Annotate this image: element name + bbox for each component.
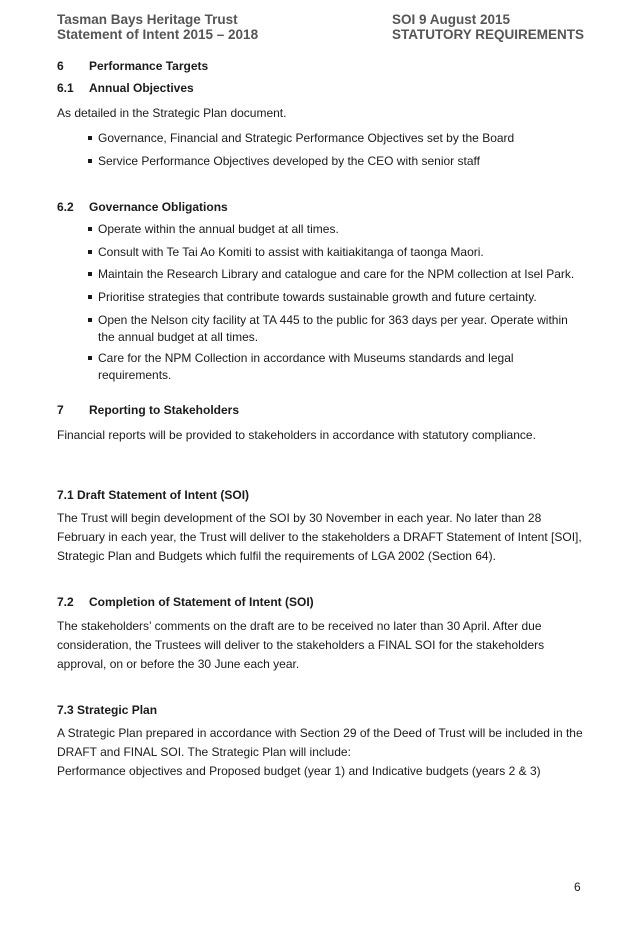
section-7-2-text: The stakeholders’ comments on the draft are to be received no later than 30 April. After due consideration, the Trustees will deliver to the stakeholders a FINAL SOI for the stakeholders approval, on or before the 30 June each year. [57, 619, 545, 671]
bullet-icon [88, 227, 92, 231]
document-date: SOI 9 August 2015 [392, 12, 511, 27]
section-number: 6.1 [57, 81, 74, 95]
section-7-text: Financial reports will be provided to stakeholders in accordance with statutory compliance. [57, 428, 536, 442]
bullet-icon [88, 159, 92, 163]
page-number: 6 [574, 880, 581, 894]
section-title: Performance Targets [89, 59, 209, 73]
list-item: Governance, Financial and Strategic Performance Objectives set by the Board [88, 130, 588, 147]
list-item: Operate within the annual budget at all times. [88, 221, 588, 238]
list-item: Consult with Te Tai Ao Komiti to assist with kaitiakitanga of taonga Maori. [88, 244, 588, 261]
list-item: Maintain the Research Library and catalogue and care for the NPM collection at Isel Park. [88, 266, 588, 283]
section-name: STATUTORY REQUIREMENTS [392, 27, 585, 42]
section-number: 6 [57, 59, 64, 73]
section-number: 6.2 [57, 200, 74, 214]
list-item: Open the Nelson city facility at TA 445 to the public for 363 days per year. Operate within the annual budget at all times. [88, 312, 578, 346]
list-item: Care for the NPM Collection in accordance with Museums standards and legal requirements. [88, 350, 588, 384]
bullet-icon [88, 318, 92, 322]
section-7-1-heading: 7.1 Draft Statement of Intent (SOI) [57, 488, 250, 502]
section-title: Governance Obligations [89, 200, 228, 214]
section-7-3-text: A Strategic Plan prepared in accordance with Section 29 of the Deed of Trust will be included in the DRAFT and FINAL SOI. The Strategic Plan will include: [57, 726, 583, 759]
section-7-3-heading: 7.3 Strategic Plan [57, 703, 158, 717]
section-title: Reporting to Stakeholders [89, 403, 240, 417]
section-7-heading [57, 402, 239, 419]
document-title: Statement of Intent 2015 – 2018 [57, 27, 259, 42]
section-7-1-text: The Trust will begin development of the SOI by 30 November in each year. No later than 28 February in each year, the Trust will deliver to the stakeholders a DRAFT Statement of Intent [SOI], Strategic Plan and Budgets which fulfil the requirements of LGA 2002 (Section 64). [57, 511, 582, 563]
section-6-heading [57, 58, 208, 75]
bullet-icon [88, 136, 92, 140]
section-number: 7 [57, 403, 64, 417]
bullet-icon [88, 272, 92, 276]
section-number: 7.2 [57, 595, 74, 609]
section-title: Annual Objectives [89, 81, 194, 95]
trust-name: Tasman Bays Heritage Trust [57, 12, 238, 27]
section-7-2-heading [57, 594, 314, 611]
section-7-3-text2: Performance objectives and Proposed budget (year 1) and Indicative budgets (years 2 & 3) [57, 764, 541, 778]
section-title: Completion of Statement of Intent (SOI) [89, 595, 314, 609]
section-6-1-heading [57, 80, 194, 97]
section-6-2-heading [57, 199, 228, 216]
bullet-icon [88, 295, 92, 299]
list-item: Prioritise strategies that contribute towards sustainable growth and future certainty. [88, 289, 588, 306]
list-item: Service Performance Objectives developed by the CEO with senior staff [88, 153, 588, 170]
section-6-1-intro: As detailed in the Strategic Plan document. [57, 106, 287, 120]
bullet-icon [88, 250, 92, 254]
bullet-icon [88, 356, 92, 360]
